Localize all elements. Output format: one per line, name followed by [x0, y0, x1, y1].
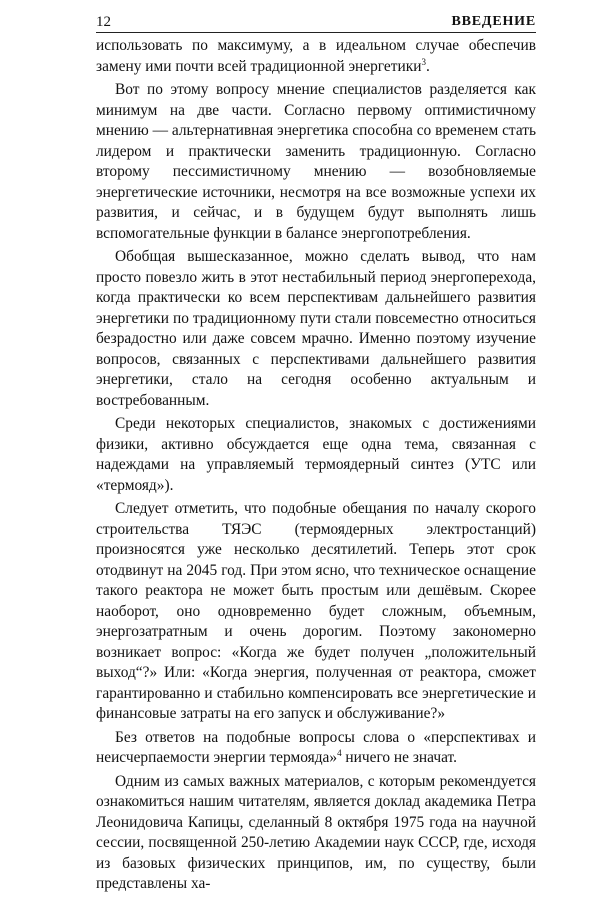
page-header — [96, 10, 536, 32]
body-text — [96, 36, 536, 898]
paragraph-text: Без ответов на подобные вопросы слова о «перспективах и неисчерпаемости энергии термояда» — [96, 728, 536, 766]
paragraph: Следует отметить, что подобные обещания по началу скорого строительства ТЯЭС (термоядерных электростанций) произносятся уже несколько десятилетий. Теперь этот срок отодвинут на 2045 год. При этом ясно, что техническое оснащение такого реактора не может быть простым или дешёвым. Скорее наоборот, оно одновременно будет сложным, объемным, энергозатратным и очень дорогим. Поэтому закономерно возникает вопрос: «Когда же будет получен „положительный выход“?» Или: «Когда энергия, полученная от реактора, сможет гарантированно и стабильно компенсировать все энергетические и финансовые затраты на его запуск и обслуживание?» — [96, 500, 536, 722]
paragraph: Обобщая вышесказанное, можно сделать вывод, что нам просто повезло жить в этот нестабильный период энергоперехода, когда практически ко всем перспективам дальнейшего развития энергетики по традиционному пути стали повсеместно относиться безрадостно или даже совсем мрачно. Именно поэтому изучение вопросов, связанных с перспективами дальнейшего развития энергетики, стало на сегодня особенно актуальным и востребованным. — [96, 248, 536, 409]
footnote-marker[interactable]: 3 — [421, 56, 426, 67]
paragraph-tail: . — [425, 57, 430, 75]
paragraph: Вот по этому вопросу мнение специалистов разделяется как минимум на две части. Согласно первому оптимистичному мнению — альтернативная энергетика способна со временем стать лидером и практически заменить традиционную. Согласно второму пессимистичному мнению — возобновляемые энергетические источники, несмотря на все возможные успехи их развития, и сейчас, и в будущем будут выполнять лишь вспомогательные функции в балансе энергопотребления. — [96, 81, 537, 242]
paragraph: Одним из самых важных материалов, с которым рекомендуется ознакомиться нашим читателям, является доклад академика Петра Леонидовича Капицы, сделанный 8 октября 1975 года на научной сессии, посвященной 250-летию Академии наук СССР, где, исходя из базовых физических принципов, им, по существу, были представлены ха- — [96, 772, 536, 892]
running-title: ВВЕДЕНИЕ — [451, 14, 536, 29]
paragraph-continuation — [96, 36, 536, 77]
paragraph-tail: ничего не значат. — [341, 749, 457, 766]
paragraph: Среди некоторых специалистов, знакомых с достижениями физики, активно обсуждается еще одна тема, связанная с надеждами на управляемый термоядерный синтез (УТС или «термояд»). — [96, 415, 536, 494]
paragraph-text: использовать по максимуму, а в идеальном случае обеспечив замену ими почти всей традиционной энергетики — [96, 37, 536, 75]
page-number: 12 — [96, 14, 111, 30]
header-rule — [96, 32, 536, 33]
paragraph — [96, 728, 536, 769]
footnote-marker[interactable]: 4 — [337, 747, 342, 758]
